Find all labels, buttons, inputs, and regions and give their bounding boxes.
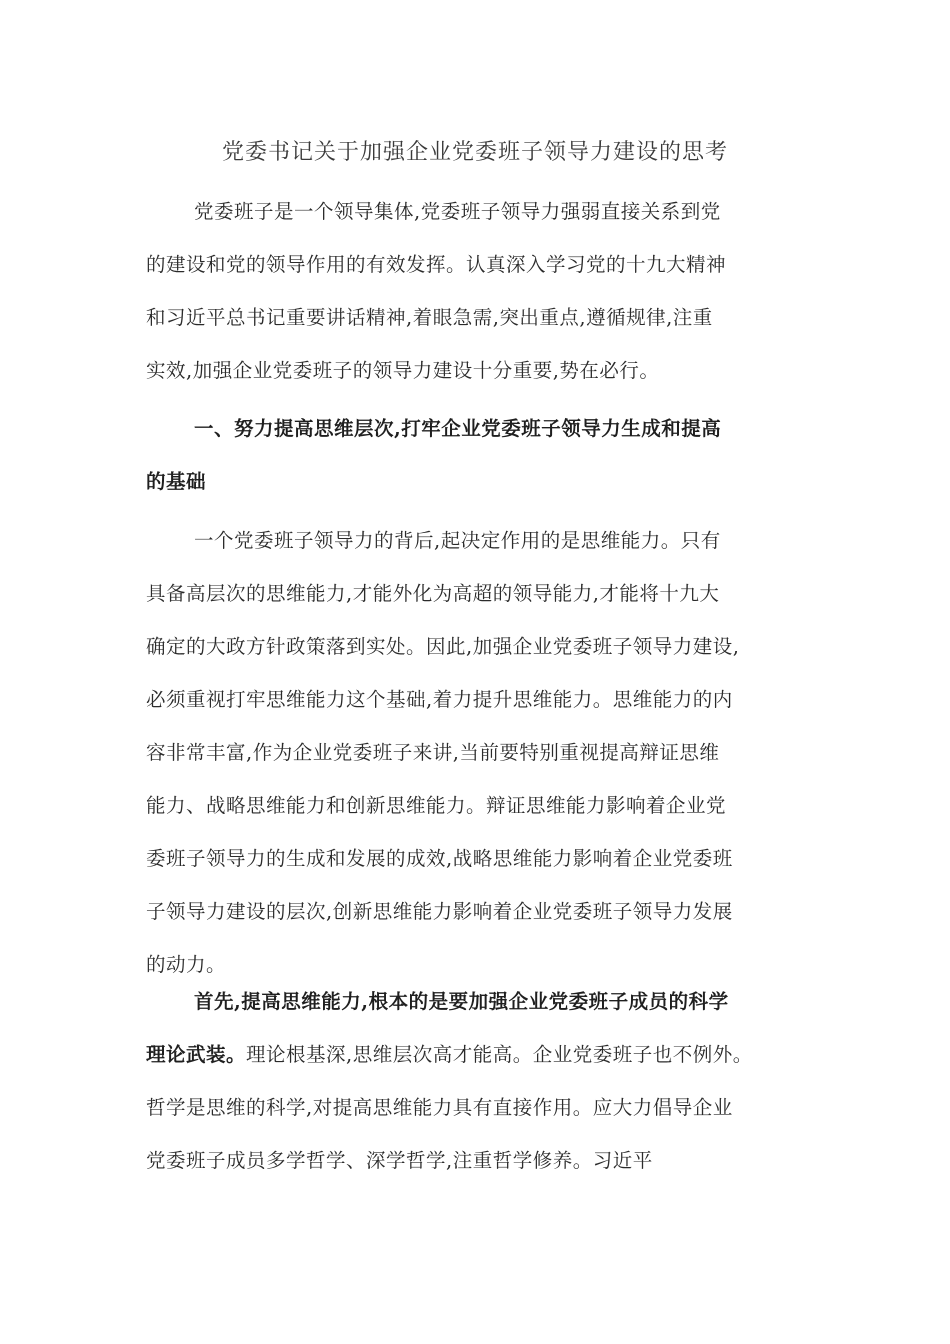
paragraph-line: 的动力。 bbox=[146, 953, 227, 976]
paragraph-line: 能力、战略思维能力和创新思维能力。辩证思维能力影响着企业党 bbox=[146, 794, 727, 817]
paragraph-line: 一个党委班子领导力的背后,起决定作用的是思维能力。只有 bbox=[194, 529, 721, 552]
paragraph-thinking-ability bbox=[146, 514, 806, 991]
paragraph-line: 确定的大政方针政策落到实处。因此,加强企业党委班子领导力建设, bbox=[146, 635, 740, 658]
paragraph-lead-bold: 首先,提高思维能力,根本的是要加强企业党委班子成员的科学 bbox=[194, 990, 729, 1013]
paragraph-line: 和习近平总书记重要讲话精神,着眼急需,突出重点,遵循规律,注重 bbox=[146, 306, 713, 329]
paragraph-line: 必须重视打牢思维能力这个基础,着力提升思维能力。思维能力的内 bbox=[146, 688, 733, 711]
paragraph-lead-bold-end: 理论武装。 bbox=[146, 1043, 247, 1066]
paragraph-line bbox=[146, 1028, 806, 1081]
paragraph-line: 哲学是思维的科学,对提高思维能力具有直接作用。应大力倡导企业 bbox=[146, 1096, 733, 1119]
paragraph-line: 实效,加强企业党委班子的领导力建设十分重要,势在必行。 bbox=[146, 359, 660, 382]
paragraph-line: 容非常丰富,作为企业党委班子来讲,当前要特别重视提高辩证思维 bbox=[146, 741, 720, 764]
paragraph-line: 的建设和党的领导作用的有效发挥。认真深入学习党的十九大精神 bbox=[146, 253, 727, 276]
paragraph-line: 具备高层次的思维能力,才能外化为高超的领导能力,才能将十九大 bbox=[146, 582, 720, 605]
document-title: 党委书记关于加强企业党委班子领导力建设的思考 bbox=[221, 140, 728, 165]
heading-line: 的基础 bbox=[146, 470, 207, 493]
paragraph-theory-armament bbox=[146, 975, 806, 1187]
paragraph-line: 委班子领导力的生成和发展的成效,战略思维能力影响着企业党委班 bbox=[146, 847, 733, 870]
section-heading-1 bbox=[146, 402, 806, 508]
paragraph-intro bbox=[146, 185, 806, 397]
paragraph-line-rest: 理论根基深,思维层次高才能高。企业党委班子也不例外。 bbox=[246, 1043, 753, 1066]
paragraph-line: 党委班子是一个领导集体,党委班子领导力强弱直接关系到党 bbox=[194, 200, 721, 223]
paragraph-line: 子领导力建设的层次,创新思维能力影响着企业党委班子领导力发展 bbox=[146, 900, 733, 923]
heading-line: 一、努力提高思维层次,打牢企业党委班子领导力生成和提高 bbox=[194, 417, 722, 440]
paragraph-line: 党委班子成员多学哲学、深学哲学,注重哲学修养。习近平 bbox=[146, 1149, 653, 1172]
